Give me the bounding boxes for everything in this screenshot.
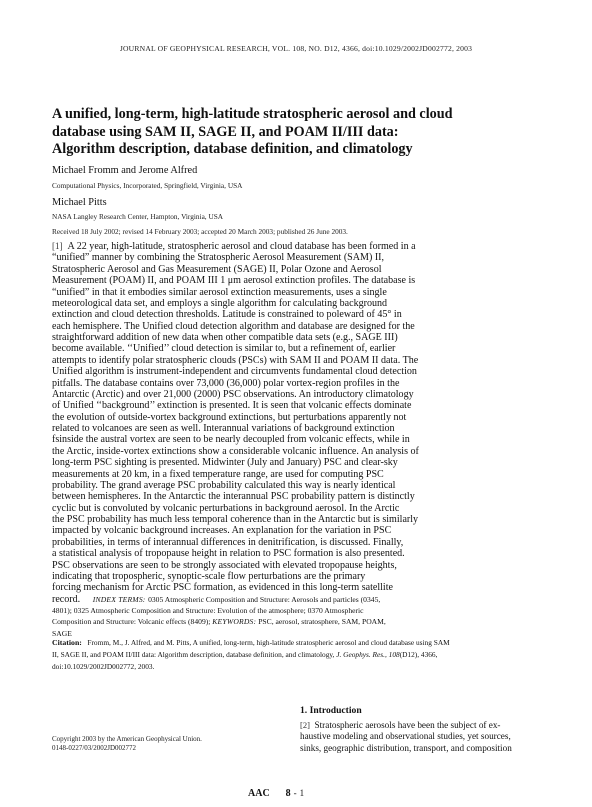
page-footer: [248, 788, 304, 799]
abstract-text: attempts to identify polar stratospheric clouds (PSCs) with SAM II and POAM II data. The: [52, 354, 419, 366]
body-line: haustive modeling and observational studies, yet sources,: [300, 731, 511, 742]
abstract-text: cyclic but is convoluted by volcanic perturbations in background aerosol. In the Arctic: [52, 502, 400, 514]
abstract-line: [52, 343, 542, 354]
abstract-line: [52, 275, 542, 286]
abstract-text: a statistical analysis of tropopause height in relation to PSC formation is also presented.: [52, 548, 405, 560]
abstract-line: [52, 560, 542, 571]
abstract-text: the evolution of outside-vortex background extinctions, but perturbations apparently not: [52, 411, 407, 423]
abstract-text: of Unified ‘‘background’’ extinction is presented. It is seen that volcanic effects dominate: [52, 400, 412, 412]
author-affiliation: Computational Physics, Incorporated, Springfield, Virginia, USA: [52, 181, 243, 190]
abstract-line: [52, 378, 542, 389]
abstract-line: [52, 287, 542, 298]
abstract-line: [52, 457, 542, 468]
copyright-line: 0148-0227/03/2002JD002772: [52, 743, 136, 752]
abstract-line: [52, 298, 542, 309]
paragraph-number: [1]: [52, 241, 63, 251]
abstract-line: [52, 480, 542, 491]
footer-num: 1: [299, 788, 305, 798]
abstract-line: [52, 252, 542, 263]
index-terms-label: INDEX TERMS:: [92, 594, 146, 604]
abstract-text: A 22 year, high-latitude, stratospheric aerosol and cloud database has been formed in a: [67, 241, 416, 252]
citation-line: [52, 637, 542, 649]
abstract-text: indicating that tropospheric, synoptic-scale flow perturbations are the primary: [52, 570, 366, 582]
abstract-line: [52, 491, 542, 502]
section-body: [300, 720, 543, 754]
abstract: [52, 241, 542, 639]
abstract-text: forcing mechanism for Arctic PSC formation, as evidenced in this long-term satellite: [52, 582, 393, 594]
abstract-line: [52, 423, 542, 434]
index-terms-text: Composition and Structure: Volcanic effects (8409);: [52, 617, 211, 627]
citation-journal: J. Geophys. Res., 108: [336, 650, 400, 660]
abstract-text: “unified” in that it embodies similar aerosol extinction measurements, uses a single: [52, 286, 387, 298]
citation-issue: (D12), 4366,: [399, 650, 438, 660]
citation-label: Citation:: [52, 638, 82, 647]
abstract-text: fsinside the austral vortex are seen to be nearly decoupled from volcanic effects, while in: [52, 434, 410, 446]
abstract-text: related to volcanoes are seen as well. Interannual variations of background extinction: [52, 423, 395, 434]
abstract-text: Antarctic (Arctic) and over 21,000 (2000) PSC observations. An introductory climatology: [52, 388, 414, 400]
index-terms-text: 0305 Atmospheric Composition and Structure: Aerosols and particles (0345,: [148, 594, 381, 604]
copyright: [52, 735, 202, 752]
abstract-text: the Arctic, inside-vortex extinctions show a considerable volcanic influence. An analysis of: [52, 445, 419, 457]
abstract-text: extinction and cloud detection thresholds. Latitude is constrained to poleward of 45° in: [52, 309, 402, 321]
abstract-line: [52, 389, 542, 400]
abstract-text: meteorological data set, and employs a single algorithm for calculating background: [52, 297, 388, 309]
title-line: database using SAM II, SAGE II, and POAM II/III data:: [52, 123, 399, 140]
abstract-text: between hemispheres. In the Antarctic the interannual PSC probability pattern is distinctly: [52, 491, 415, 503]
abstract-line: [52, 434, 542, 445]
body-line: sinks, geographic distribution, transport, and composition: [300, 742, 512, 753]
body-line: [300, 720, 543, 731]
index-terms-line: [52, 605, 542, 616]
journal-header: JOURNAL OF GEOPHYSICAL RESEARCH, VOL. 108, NO. D12, 4366, doi:10.1029/2002JD002772, 2003: [119, 44, 473, 53]
index-terms-text: 4801); 0325 Atmospheric Composition and Structure: Evolution of the atmosphere; 0370 Atmospheric: [52, 606, 364, 615]
citation-text: II, SAGE II, and POAM II/III data: Algorithm description, database definition, and climatology,: [52, 650, 335, 660]
abstract-text: “unified” manner by combining the Stratospheric Aerosol Measurement (SAM) II,: [52, 252, 385, 264]
citation-line: [52, 649, 542, 661]
abstract-line: [52, 594, 542, 605]
keywords-label: KEYWORDS:: [212, 617, 257, 627]
abstract-text: pitfalls. The database contains over 73,000 (36,000) polar vortex-region profiles in the: [52, 377, 400, 389]
abstract-text: probability. The grand average PSC probability calculated this way is nearly identical: [52, 479, 396, 491]
abstract-text: record.: [52, 593, 81, 605]
abstract-line: [52, 525, 542, 536]
footer-sep: -: [293, 788, 297, 798]
abstract-line: [52, 355, 542, 366]
abstract-line: [52, 366, 542, 377]
citation: [52, 637, 542, 674]
abstract-line: [52, 241, 542, 252]
abstract-text: probabilities, in terms of interannual differences in denitrification, is discussed. Finally,: [52, 536, 404, 548]
abstract-line: [52, 582, 542, 593]
abstract-text: impacted by volcanic background increases. An explanation for the variation in PSC: [52, 525, 392, 537]
abstract-line: [52, 514, 542, 525]
abstract-line: [52, 400, 542, 411]
abstract-line: [52, 264, 542, 275]
abstract-text: the PSC probability has much less temporal coherence than in the Antarctic but is similarly: [52, 514, 419, 525]
abstract-text: Measurement (POAM) II, and POAM III 1 μm aerosol extinction profiles. The database is: [52, 275, 416, 287]
copyright-line: Copyright 2003 by the American Geophysical Union.: [52, 735, 202, 743]
author-names: Michael Pitts: [52, 197, 107, 208]
title-line: Algorithm description, database definition, and climatology: [52, 141, 413, 158]
abstract-line: [52, 446, 542, 457]
index-terms-line: [52, 616, 542, 627]
abstract-line: [52, 503, 542, 514]
abstract-text: become available. ‘‘Unified’’ cloud detection is similar to, but a refinement of, earlier: [52, 343, 396, 355]
abstract-text: Stratospheric Aerosol and Gas Measurement (SAGE) II, Polar Ozone and Aerosol: [52, 263, 382, 275]
title-line: A unified, long-term, high-latitude stratospheric aerosol and cloud: [52, 106, 453, 122]
abstract-line: [52, 332, 542, 343]
citation-text: Fromm, M., J. Alfred, and M. Pitts, A unified, long-term, high-latitude stratospheric aerosol and cloud database using SAM: [87, 638, 450, 647]
keywords-text: PSC, aerosol, stratosphere, SAM, POAM,: [258, 617, 386, 627]
index-terms-text: SAGE: [52, 628, 72, 638]
author-affiliation: NASA Langley Research Center, Hampton, Virginia, USA: [52, 212, 224, 221]
section-heading: 1. Introduction: [300, 705, 362, 716]
abstract-line: [52, 321, 542, 332]
abstract-line: [52, 412, 542, 423]
article-title: [52, 106, 542, 159]
abstract-line: [52, 537, 542, 548]
abstract-line: [52, 571, 542, 582]
abstract-text: measurements at 20 km, in a fixed temperature range, are used for computing PSC: [52, 468, 384, 480]
abstract-text: PSC observations are seen to be strongly associated with elevated tropopause heights,: [52, 559, 397, 571]
abstract-text: long-term PSC sighting is presented. Midwinter (July and January) PSC and clear-sky: [52, 457, 398, 469]
abstract-text: each hemisphere. The Unified cloud detection algorithm and database are designed for the: [52, 320, 415, 332]
abstract-text: straightforward addition of new data when other compatible data sets (e.g., SAGE III): [52, 332, 398, 343]
received-dates: Received 18 July 2002; revised 14 February 2003; accepted 20 March 2003; published 26 June 2003.: [52, 227, 348, 236]
footer-page: 8: [285, 788, 291, 799]
abstract-text: Unified algorithm is instrument-independent and circumvents fundamental cloud detection: [52, 366, 417, 378]
abstract-line: [52, 469, 542, 480]
abstract-line: [52, 548, 542, 559]
citation-line: doi:10.1029/2002JD002772, 2003.: [52, 662, 155, 672]
footer-label: AAC: [248, 788, 270, 799]
abstract-line: [52, 309, 542, 320]
author-names: Michael Fromm and Jerome Alfred: [52, 165, 198, 176]
body-text: Stratospheric aerosols have been the subject of ex-: [314, 720, 501, 730]
paragraph-number: [2]: [300, 720, 310, 730]
